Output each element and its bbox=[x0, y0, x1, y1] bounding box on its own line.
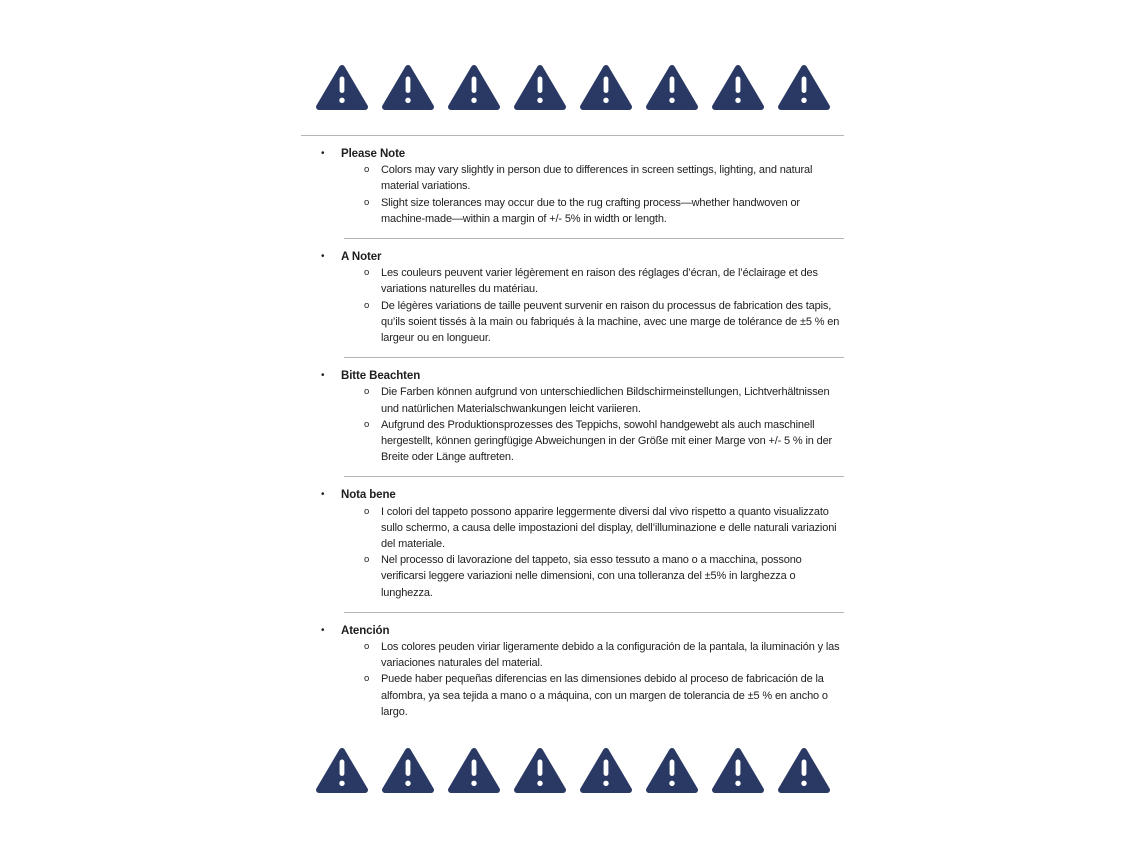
bullet-marker: • bbox=[321, 251, 325, 263]
note-text: Die Farben können aufgrund von unterschiedlichen Bildschirmeinstellungen, Lichtverhältnissen und natürlichen Materialschwankungen leicht variieren. bbox=[381, 386, 830, 415]
note-text: Aufgrund des Produktionsprozesses des Teppichs, sowohl handgewebt als auch maschinell hergestellt, können geringfügige Abweichungen in der Größe mit einer Marge von +/- 5 % in der Breite oder Länge auftreten. bbox=[381, 418, 833, 464]
section-heading: Atención bbox=[341, 624, 390, 637]
note-text: Nel processo di lavorazione del tappeto, sia esso tessuto a mano o a macchina, possono verificarsi leggere variazioni nelle dimensioni, con una tolleranza del ±5% in larghezza o lunghezza. bbox=[381, 554, 802, 599]
note-text: Slight size tolerances may occur due to the rug crafting process—whether handwoven or machine-made—within a margin of +/- 5% in width or length. bbox=[381, 196, 800, 225]
note-section-a-noter bbox=[301, 239, 844, 357]
section-heading-row bbox=[301, 487, 844, 503]
warning-triangle-row-top bbox=[301, 64, 844, 112]
sub-bullet-marker: o bbox=[364, 641, 370, 653]
warning-triangle-icon bbox=[448, 64, 500, 112]
section-heading: Please Note bbox=[341, 148, 406, 160]
section-heading: A Noter bbox=[341, 251, 382, 264]
warning-triangle-icon bbox=[778, 64, 830, 112]
warning-triangle-icon bbox=[514, 64, 566, 112]
note-item bbox=[301, 195, 844, 227]
section-heading: Nota bene bbox=[341, 489, 396, 502]
note-text: Les couleurs peuvent varier légèrement en raison des réglages d’écran, de l’éclairage et des variations naturelles du matériau. bbox=[381, 267, 818, 296]
note-text: I colori del tappeto possono apparire leggermente diversi dal vivo rispetto a quanto visualizzato sullo schermo, a causa delle impostazioni del display, dell’illuminazione e delle naturali variazioni del materiale. bbox=[381, 505, 837, 551]
warning-triangle-icon bbox=[646, 64, 698, 112]
warning-triangle-icon bbox=[580, 64, 632, 112]
warning-triangle-icon bbox=[646, 747, 698, 795]
section-heading-row bbox=[301, 623, 844, 639]
note-item bbox=[301, 417, 844, 466]
note-item bbox=[301, 639, 844, 671]
bullet-marker: • bbox=[321, 370, 325, 382]
sub-bullet-marker: o bbox=[364, 386, 370, 398]
sub-bullet-marker: o bbox=[364, 267, 370, 279]
warning-triangle-icon bbox=[778, 747, 830, 795]
section-heading-row bbox=[301, 146, 844, 162]
warning-triangle-icon bbox=[448, 747, 500, 795]
note-text: Los colores peuden viriar ligeramente debido a la configuración de la pantala, la iluminación y las variaciones naturales del material. bbox=[381, 641, 840, 670]
document-content bbox=[301, 0, 844, 795]
sub-bullet-marker: o bbox=[364, 554, 370, 566]
warning-triangle-icon bbox=[316, 64, 368, 112]
note-item bbox=[301, 298, 844, 347]
bullet-marker: • bbox=[321, 148, 325, 159]
note-item bbox=[301, 671, 844, 720]
note-item bbox=[301, 552, 844, 601]
warning-triangle-row-bottom bbox=[301, 747, 844, 795]
warning-triangle-icon bbox=[712, 747, 764, 795]
note-text: Colors may vary slightly in person due to differences in screen settings, lighting, and natural material variations. bbox=[381, 164, 813, 193]
warning-triangle-icon bbox=[514, 747, 566, 795]
section-heading: Bitte Beachten bbox=[341, 370, 421, 383]
warning-triangle-icon bbox=[580, 747, 632, 795]
section-heading-row bbox=[301, 368, 844, 384]
sub-bullet-marker: o bbox=[364, 164, 370, 176]
sub-bullet-marker: o bbox=[364, 196, 370, 208]
note-item bbox=[301, 265, 844, 297]
section-heading-row bbox=[301, 249, 844, 265]
note-item bbox=[301, 384, 844, 416]
note-text: Puede haber pequeñas diferencias en las dimensiones debido al proceso de fabricación de la alfombra, ya sea tejida a mano o a máquina, con un margen de tolerancia de ±5 % en ancho o largo. bbox=[381, 673, 828, 718]
sub-bullet-marker: o bbox=[364, 673, 370, 685]
sub-bullet-marker: o bbox=[364, 505, 370, 517]
note-item bbox=[301, 162, 844, 194]
warning-triangle-icon bbox=[382, 64, 434, 112]
note-item bbox=[301, 504, 844, 553]
warning-triangle-icon bbox=[712, 64, 764, 112]
warning-triangle-icon bbox=[382, 747, 434, 795]
bullet-marker: • bbox=[321, 489, 325, 501]
warning-triangle-icon bbox=[316, 747, 368, 795]
note-section-please-note bbox=[301, 136, 844, 238]
note-text: De légères variations de taille peuvent survenir en raison du processus de fabrication des tapis, qu’ils soient tissés à la main ou fabriqués à la machine, avec une marge de tolérance de ±5 % en largeur ou en longueur. bbox=[381, 299, 840, 345]
sub-bullet-marker: o bbox=[364, 299, 370, 311]
note-section-bitte-beachten bbox=[301, 358, 844, 476]
bullet-marker: • bbox=[321, 624, 325, 636]
note-section-atencion bbox=[301, 613, 844, 731]
sub-bullet-marker: o bbox=[364, 418, 370, 430]
note-section-nota-bene bbox=[301, 477, 844, 611]
